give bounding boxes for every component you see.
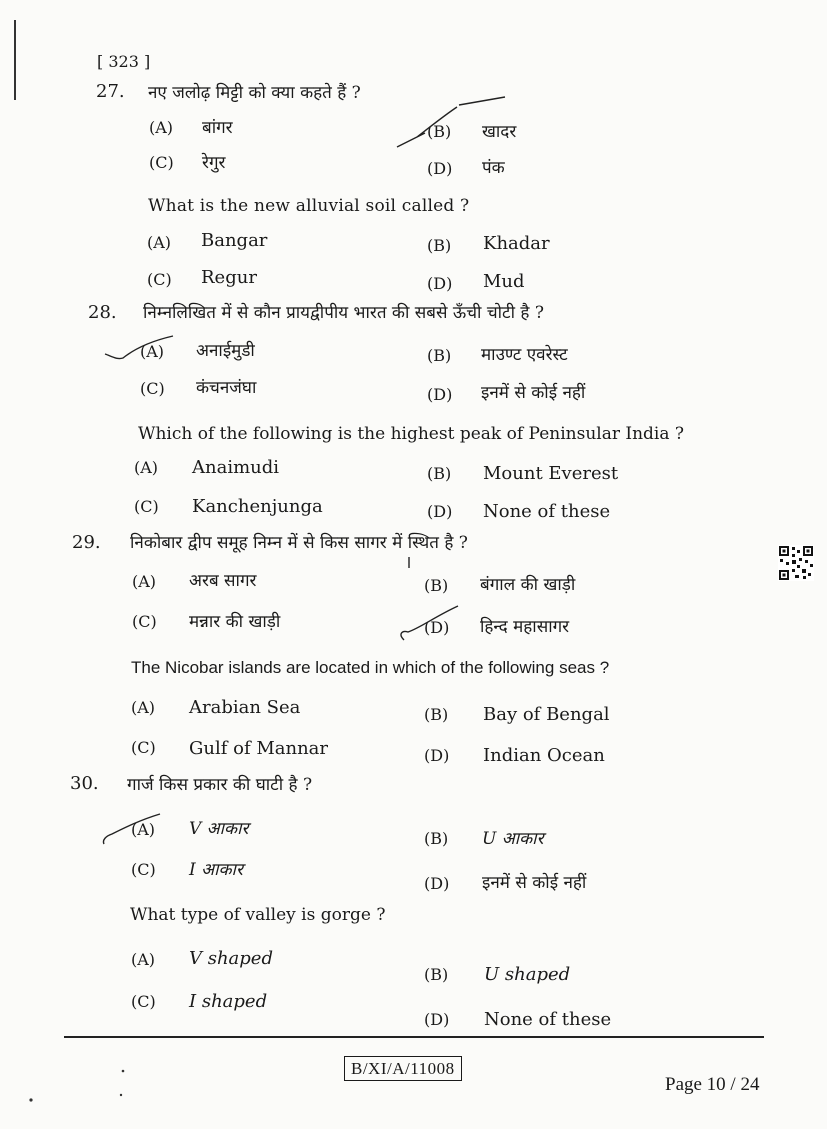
- q27-hi-option-b: खादर: [482, 122, 517, 142]
- q29-hi-option-a: अरब सागर: [189, 571, 257, 591]
- q29-hi-option-d: हिन्द महासागर: [480, 617, 570, 637]
- pen-stroke-mark: [404, 556, 414, 570]
- page-number: Page 10 / 24: [665, 1074, 760, 1095]
- q30-en-option-c-label: (C): [131, 992, 156, 1011]
- q27-en-option-a-label: (A): [147, 233, 172, 252]
- question-30-number: 30.: [70, 773, 99, 794]
- stray-dot: [118, 1092, 124, 1098]
- q30-hi-option-c-label: (C): [131, 860, 156, 879]
- q29-hi-option-c: मन्नार की खाड़ी: [189, 612, 281, 632]
- q29-en-option-b-label: (B): [424, 705, 449, 724]
- q30-hi-option-d: इनमें से कोई नहीं: [482, 873, 587, 893]
- q27-hi-option-d-label: (D): [427, 159, 453, 178]
- q27-en-option-d: Mud: [483, 271, 525, 292]
- footer-rule: [64, 1036, 764, 1038]
- q28-hi-option-c-label: (C): [140, 379, 165, 398]
- q28-en-option-b: Mount Everest: [483, 463, 619, 484]
- question-29-hindi: निकोबार द्वीप समूह निम्न में से किस सागर में स्थित है ?: [130, 533, 468, 553]
- q30-en-option-a-label: (A): [131, 950, 156, 969]
- q28-hi-option-a-label: (A): [140, 342, 165, 361]
- q30-hi-option-b: U आकार: [482, 829, 544, 849]
- q29-en-option-b: Bay of Bengal: [483, 704, 610, 725]
- q27-en-option-c: Regur: [201, 267, 257, 288]
- q28-en-option-d: None of these: [483, 501, 611, 522]
- q29-en-option-a: Arabian Sea: [189, 697, 301, 718]
- question-28-hindi: निम्नलिखित में से कौन प्रायद्वीपीय भारत की सबसे ऊँची चोटी है ?: [143, 303, 544, 323]
- q28-hi-option-d: इनमें से कोई नहीं: [481, 383, 586, 403]
- q30-hi-option-b-label: (B): [424, 829, 449, 848]
- qr-code-icon: [778, 545, 814, 581]
- q29-en-option-c-label: (C): [131, 738, 156, 757]
- page-header-code: [ 323 ]: [97, 52, 151, 71]
- answer-tick-mark-q29: [396, 600, 466, 645]
- answer-tick-mark-q28: [103, 330, 193, 370]
- q28-hi-option-a: अनाईमुडी: [196, 341, 255, 361]
- q28-en-option-d-label: (D): [427, 502, 453, 521]
- q29-en-option-d: Indian Ocean: [483, 745, 605, 766]
- q30-hi-option-d-label: (D): [424, 874, 450, 893]
- q27-en-option-d-label: (D): [427, 274, 453, 293]
- q28-en-option-b-label: (B): [427, 464, 452, 483]
- q28-hi-option-d-label: (D): [427, 385, 453, 404]
- q30-en-option-d-label: (D): [424, 1010, 450, 1029]
- answer-tick-mark-q30: [100, 810, 170, 850]
- stray-dot: [28, 1097, 34, 1103]
- q29-en-option-c: Gulf of Mannar: [189, 738, 329, 759]
- q28-hi-option-c: कंचनजंघा: [196, 378, 257, 398]
- q30-en-option-b-label: (B): [424, 965, 449, 984]
- q28-hi-option-b-label: (B): [427, 346, 452, 365]
- q27-hi-option-b-label: (B): [427, 122, 452, 141]
- question-29-english: The Nicobar islands are located in which of the following seas ?: [131, 658, 610, 677]
- q29-hi-option-b-label: (B): [424, 576, 449, 595]
- question-27-number: 27.: [96, 81, 125, 102]
- q28-en-option-c: Kanchenjunga: [192, 496, 323, 517]
- stray-dot: [120, 1068, 126, 1074]
- q30-en-option-a: V shaped: [189, 948, 273, 969]
- q29-hi-option-b: बंगाल की खाड़ी: [480, 575, 576, 595]
- question-27-hindi: नए जलोढ़ मिट्टी को क्या कहते हैं ?: [148, 83, 361, 103]
- q28-en-option-c-label: (C): [134, 497, 159, 516]
- question-30-hindi: गार्ज किस प्रकार की घाटी है ?: [127, 775, 313, 795]
- q27-en-option-c-label: (C): [147, 270, 172, 289]
- q30-en-option-c: I shaped: [189, 991, 268, 1012]
- q27-hi-option-d: पंक: [482, 158, 505, 178]
- q29-hi-option-c-label: (C): [132, 612, 157, 631]
- q29-hi-option-d-label: (D): [424, 618, 450, 637]
- q28-hi-option-b: माउण्ट एवरेस्ट: [481, 345, 568, 365]
- answer-tick-mark-q27: [395, 95, 515, 155]
- q30-en-option-d: None of these: [484, 1009, 612, 1030]
- question-30-english: What type of valley is gorge ?: [130, 905, 386, 925]
- margin-line: [14, 20, 16, 100]
- question-28-english: Which of the following is the highest peak of Peninsular India ?: [138, 424, 685, 444]
- q30-hi-option-a-label: (A): [131, 820, 156, 839]
- q30-hi-option-a: V आकार: [189, 819, 249, 839]
- q30-en-option-b: U shaped: [484, 964, 571, 985]
- q28-en-option-a: Anaimudi: [192, 457, 280, 478]
- q27-en-option-b-label: (B): [427, 236, 452, 255]
- q27-en-option-a: Bangar: [201, 230, 268, 251]
- q27-hi-option-a: बांगर: [202, 118, 233, 138]
- question-28-number: 28.: [88, 302, 117, 323]
- question-27-english: What is the new alluvial soil called ?: [148, 196, 470, 216]
- q29-en-option-d-label: (D): [424, 746, 450, 765]
- paper-code-box: B/XI/A/11008: [344, 1056, 462, 1081]
- question-29-number: 29.: [72, 532, 101, 553]
- q29-en-option-a-label: (A): [131, 698, 156, 717]
- q27-en-option-b: Khadar: [483, 233, 550, 254]
- q29-hi-option-a-label: (A): [132, 572, 157, 591]
- q28-en-option-a-label: (A): [134, 458, 159, 477]
- q27-hi-option-c-label: (C): [149, 153, 174, 172]
- q27-hi-option-c: रेगुर: [202, 153, 226, 173]
- q27-hi-option-a-label: (A): [149, 118, 174, 137]
- q30-hi-option-c: I आकार: [189, 860, 243, 880]
